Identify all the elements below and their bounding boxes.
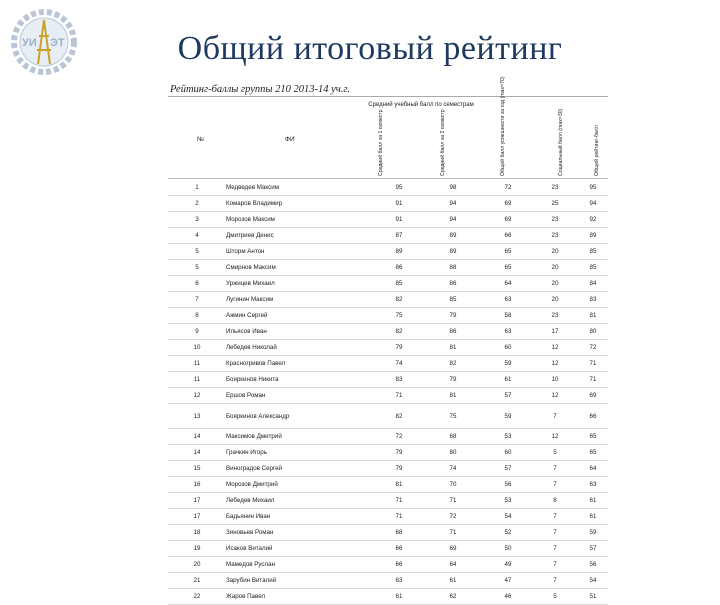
cell-tot: 94 <box>578 196 608 212</box>
cell-s2: 69 <box>422 541 484 557</box>
cell-s2: 79 <box>422 372 484 388</box>
cell-num: 11 <box>168 372 226 388</box>
cell-tot: 61 <box>578 509 608 525</box>
cell-tot: 89 <box>578 228 608 244</box>
cell-num: 19 <box>168 541 226 557</box>
cell-s1: 66 <box>376 557 422 573</box>
cell-num: 22 <box>168 589 226 605</box>
cell-s1: 66 <box>376 541 422 557</box>
cell-s2: 94 <box>422 196 484 212</box>
page-title: Общий итоговый рейтинг <box>177 30 563 67</box>
cell-so: 12 <box>532 356 578 372</box>
cell-ex: 65 <box>484 260 532 276</box>
table-row <box>168 477 608 493</box>
cell-so: 10 <box>532 372 578 388</box>
cell-so: 20 <box>532 260 578 276</box>
table-row <box>168 589 608 605</box>
cell-so: 12 <box>532 388 578 404</box>
table-row <box>168 525 608 541</box>
cell-s1: 87 <box>376 228 422 244</box>
cell-s2: 82 <box>422 356 484 372</box>
table-row <box>168 356 608 372</box>
cell-ex: 57 <box>484 388 532 404</box>
table-row <box>168 493 608 509</box>
cell-num: 2 <box>168 196 226 212</box>
cell-tot: 57 <box>578 541 608 557</box>
cell-name: Лебедев Николай <box>226 340 376 356</box>
cell-num: 6 <box>168 276 226 292</box>
cell-s1: 71 <box>376 388 422 404</box>
cell-so: 20 <box>532 292 578 308</box>
cell-name: Лебедев Михаил <box>226 493 376 509</box>
cell-s2: 71 <box>422 525 484 541</box>
cell-s2: 86 <box>422 324 484 340</box>
cell-ex: 60 <box>484 445 532 461</box>
cell-name: Бояркинов Никита <box>226 372 376 388</box>
cell-tot: 85 <box>578 260 608 276</box>
cell-s1: 68 <box>376 525 422 541</box>
cell-s1: 91 <box>376 212 422 228</box>
cell-s2: 89 <box>422 228 484 244</box>
cell-tot: 84 <box>578 276 608 292</box>
table-row <box>168 324 608 340</box>
table-row <box>168 308 608 324</box>
column-header-sem1: Средний балл за 1 семестр <box>378 109 384 176</box>
cell-s2: 79 <box>422 308 484 324</box>
cell-s1: 86 <box>376 260 422 276</box>
cell-tot: 61 <box>578 493 608 509</box>
cell-so: 7 <box>532 477 578 493</box>
cell-s2: 61 <box>422 573 484 589</box>
table-row <box>168 276 608 292</box>
column-header-num: № <box>197 136 204 143</box>
cell-ex: 53 <box>484 493 532 509</box>
cell-num: 5 <box>168 260 226 276</box>
cell-tot: 64 <box>578 461 608 477</box>
cell-so: 5 <box>532 589 578 605</box>
cell-tot: 56 <box>578 557 608 573</box>
cell-s2: 81 <box>422 340 484 356</box>
table-row <box>168 429 608 445</box>
cell-tot: 69 <box>578 388 608 404</box>
cell-s2: 80 <box>422 445 484 461</box>
table-row <box>168 228 608 244</box>
cell-s2: 94 <box>422 212 484 228</box>
cell-s1: 81 <box>376 477 422 493</box>
cell-num: 13 <box>168 404 226 429</box>
cell-so: 7 <box>532 541 578 557</box>
cell-s2: 89 <box>422 244 484 260</box>
table-row <box>168 461 608 477</box>
table-row <box>168 292 608 308</box>
cell-num: 18 <box>168 525 226 541</box>
cell-name: Уржицев Михаил <box>226 276 376 292</box>
cell-name: Медведев Максим <box>226 180 376 196</box>
cell-num: 14 <box>168 445 226 461</box>
cell-name: Бояркинов Александр <box>226 404 376 429</box>
cell-s1: 63 <box>376 573 422 589</box>
cell-tot: 66 <box>578 404 608 429</box>
cell-tot: 71 <box>578 356 608 372</box>
table-row <box>168 244 608 260</box>
cell-s2: 70 <box>422 477 484 493</box>
cell-name: Ильясов Иван <box>226 324 376 340</box>
cell-s2: 85 <box>422 292 484 308</box>
cell-s2: 64 <box>422 557 484 573</box>
cell-num: 3 <box>168 212 226 228</box>
cell-ex: 69 <box>484 212 532 228</box>
cell-tot: 54 <box>578 573 608 589</box>
cell-s2: 86 <box>422 276 484 292</box>
column-header-sem2: Средний балл за 2 семестр <box>440 109 446 176</box>
cell-tot: 71 <box>578 372 608 388</box>
header-bottom-divider <box>168 178 608 179</box>
cell-so: 8 <box>532 493 578 509</box>
column-group-header: Средний учебный балл по семестрам <box>368 102 474 108</box>
cell-s2: 68 <box>422 429 484 445</box>
cell-so: 7 <box>532 509 578 525</box>
cell-s1: 83 <box>376 372 422 388</box>
cell-so: 12 <box>532 340 578 356</box>
cell-ex: 63 <box>484 292 532 308</box>
cell-so: 12 <box>532 429 578 445</box>
cell-name: Лугинин Максим <box>226 292 376 308</box>
table-row <box>168 404 608 429</box>
cell-ex: 49 <box>484 557 532 573</box>
cell-name: Ершов Роман <box>226 388 376 404</box>
header-divider <box>168 96 608 97</box>
cell-ex: 72 <box>484 180 532 196</box>
cell-name: Смирнов Максим <box>226 260 376 276</box>
cell-tot: 92 <box>578 212 608 228</box>
cell-ex: 65 <box>484 244 532 260</box>
cell-so: 23 <box>532 228 578 244</box>
cell-num: 17 <box>168 493 226 509</box>
cell-s1: 75 <box>376 308 422 324</box>
cell-ex: 60 <box>484 340 532 356</box>
cell-name: Шторм Антон <box>226 244 376 260</box>
cell-num: 16 <box>168 477 226 493</box>
cell-tot: 65 <box>578 445 608 461</box>
cell-so: 7 <box>532 573 578 589</box>
cell-so: 5 <box>532 445 578 461</box>
svg-text:УИ: УИ <box>22 37 37 49</box>
cell-tot: 81 <box>578 308 608 324</box>
cell-s2: 72 <box>422 509 484 525</box>
cell-ex: 53 <box>484 429 532 445</box>
cell-ex: 50 <box>484 541 532 557</box>
cell-s2: 75 <box>422 404 484 429</box>
cell-name: Ажмин Сергей <box>226 308 376 324</box>
table-row <box>168 541 608 557</box>
cell-num: 17 <box>168 509 226 525</box>
cell-name: Дмитриев Денис <box>226 228 376 244</box>
cell-name: Мамедов Руслан <box>226 557 376 573</box>
cell-ex: 59 <box>484 404 532 429</box>
cell-s1: 71 <box>376 493 422 509</box>
cell-name: Грачкин Игорь <box>226 445 376 461</box>
cell-ex: 59 <box>484 356 532 372</box>
cell-s1: 95 <box>376 180 422 196</box>
cell-num: 11 <box>168 356 226 372</box>
cell-tot: 85 <box>578 244 608 260</box>
cell-s2: 98 <box>422 180 484 196</box>
cell-so: 7 <box>532 525 578 541</box>
cell-name: Красногривов Павел <box>226 356 376 372</box>
cell-so: 7 <box>532 461 578 477</box>
cell-tot: 72 <box>578 340 608 356</box>
cell-ex: 56 <box>484 477 532 493</box>
cell-name: Комаров Владимир <box>226 196 376 212</box>
table-row <box>168 196 608 212</box>
cell-so: 23 <box>532 212 578 228</box>
cell-s1: 61 <box>376 589 422 605</box>
cell-s1: 82 <box>376 324 422 340</box>
cell-ex: 54 <box>484 509 532 525</box>
cell-so: 7 <box>532 404 578 429</box>
cell-num: 10 <box>168 340 226 356</box>
cell-so: 23 <box>532 180 578 196</box>
cell-num: 14 <box>168 429 226 445</box>
cell-ex: 57 <box>484 461 532 477</box>
cell-s1: 74 <box>376 356 422 372</box>
cell-s2: 62 <box>422 589 484 605</box>
cell-tot: 83 <box>578 292 608 308</box>
cell-s1: 82 <box>376 292 422 308</box>
cell-num: 5 <box>168 244 226 260</box>
cell-so: 20 <box>532 244 578 260</box>
cell-num: 4 <box>168 228 226 244</box>
column-header-name: ФИ <box>285 136 295 143</box>
cell-ex: 64 <box>484 276 532 292</box>
table-row <box>168 212 608 228</box>
table-row <box>168 260 608 276</box>
column-header-extra: Общий балл успешности за год (max=70) <box>500 76 506 176</box>
cell-name: Морозов Дмитрий <box>226 477 376 493</box>
table-row <box>168 445 608 461</box>
svg-text:ЭТ: ЭТ <box>50 37 65 49</box>
table-caption: Рейтинг-баллы группы 210 2013-14 уч.г. <box>170 84 350 95</box>
cell-so: 23 <box>532 308 578 324</box>
cell-tot: 95 <box>578 180 608 196</box>
table-row <box>168 573 608 589</box>
cell-s1: 85 <box>376 276 422 292</box>
table-row <box>168 372 608 388</box>
cell-s1: 72 <box>376 429 422 445</box>
cell-tot: 63 <box>578 477 608 493</box>
cell-s2: 81 <box>422 388 484 404</box>
cell-ex: 58 <box>484 308 532 324</box>
cell-so: 7 <box>532 557 578 573</box>
cell-num: 7 <box>168 292 226 308</box>
cell-name: Бадьянин Иван <box>226 509 376 525</box>
cell-ex: 63 <box>484 324 532 340</box>
cell-so: 17 <box>532 324 578 340</box>
cell-name: Исаков Виталий <box>226 541 376 557</box>
cell-num: 21 <box>168 573 226 589</box>
cell-ex: 46 <box>484 589 532 605</box>
cell-s1: 79 <box>376 445 422 461</box>
cell-ex: 69 <box>484 196 532 212</box>
cell-num: 9 <box>168 324 226 340</box>
cell-s2: 74 <box>422 461 484 477</box>
cell-tot: 80 <box>578 324 608 340</box>
cell-s1: 79 <box>376 340 422 356</box>
cell-num: 1 <box>168 180 226 196</box>
rating-table <box>168 180 608 605</box>
table-row <box>168 340 608 356</box>
cell-name: Зиновьев Роман <box>226 525 376 541</box>
cell-so: 20 <box>532 276 578 292</box>
cell-name: Жаров Павел <box>226 589 376 605</box>
cell-s1: 89 <box>376 244 422 260</box>
cell-name: Морозов Максим <box>226 212 376 228</box>
cell-name: Виноградов Сергей <box>226 461 376 477</box>
table-row <box>168 388 608 404</box>
cell-num: 20 <box>168 557 226 573</box>
cell-ex: 47 <box>484 573 532 589</box>
cell-s1: 91 <box>376 196 422 212</box>
cell-name: Зарубин Виталий <box>226 573 376 589</box>
cell-name: Максимов Дмитрий <box>226 429 376 445</box>
cell-s2: 88 <box>422 260 484 276</box>
cell-s1: 71 <box>376 509 422 525</box>
table-row <box>168 180 608 196</box>
college-logo <box>8 6 80 78</box>
cell-s1: 79 <box>376 461 422 477</box>
cell-tot: 65 <box>578 429 608 445</box>
column-header-total: Общий рейтинг-балл <box>594 125 600 176</box>
table-row <box>168 557 608 573</box>
cell-num: 12 <box>168 388 226 404</box>
cell-tot: 59 <box>578 525 608 541</box>
cell-tot: 51 <box>578 589 608 605</box>
cell-so: 25 <box>532 196 578 212</box>
cell-s2: 71 <box>422 493 484 509</box>
cell-ex: 52 <box>484 525 532 541</box>
cell-ex: 66 <box>484 228 532 244</box>
table-row <box>168 509 608 525</box>
cell-ex: 61 <box>484 372 532 388</box>
cell-s1: 82 <box>376 404 422 429</box>
cell-num: 15 <box>168 461 226 477</box>
cell-num: 8 <box>168 308 226 324</box>
column-header-social: Социальный балл (max=30) <box>558 108 564 176</box>
